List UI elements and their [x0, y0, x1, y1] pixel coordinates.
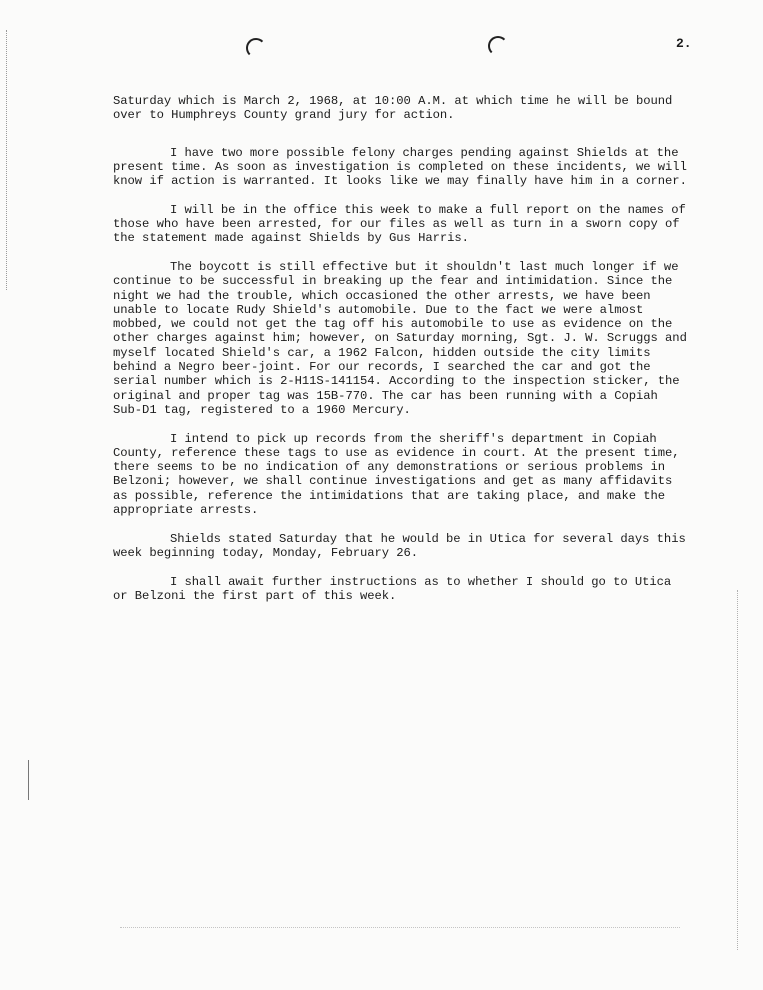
page-number: 2.	[676, 36, 692, 51]
paragraph: Saturday which is March 2, 1968, at 10:00 A.M. at which time he will be bound over to Humphreys County grand jury for action.	[113, 94, 673, 123]
right-margin-mark	[737, 590, 739, 950]
letter-body	[113, 94, 688, 617]
paragraph: Shields stated Saturday that he would be in Utica for several days this week beginning today, Monday, February 26.	[113, 531, 686, 560]
left-margin-mark	[6, 30, 8, 290]
paragraph: I will be in the office this week to make a full report on the names of those who have been arrested, for our files as well as turn in a sworn copy of the statement made against Shields by Gus Harris.	[113, 202, 686, 246]
scan-noise	[120, 927, 680, 932]
paragraph: I shall await further instructions as to whether I should go to Utica or Belzoni the first part of this week.	[113, 574, 672, 603]
paragraph: The boycott is still effective but it shouldn't last much longer if we continue to be successful in breaking up the fear and intimidation. Since the night we had the trouble, which occasioned the other arrests, we have been unable to locate Rudy Shield's automobile. Due to the fact we were almost mobbed, we could not get the tag off his automobile to use as evidence on the other charges against him; however, on Saturday morning, Sgt. J. W. Scruggs and myself located Shield's car, a 1962 Falcon, hidden outside the city limits behind a Negro beer-joint. For our records, I searched the car and got the serial number which is 2-H11S-141154. According to the inspection sticker, the original and proper tag was 15B-770. The car has been running with a Copiah Sub-D1 tag, registered to a 1960 Mercury.	[113, 259, 687, 417]
left-margin-mark-lower	[28, 760, 30, 800]
paragraph: I intend to pick up records from the sheriff's department in Copiah County, reference these tags to use as evidence in court. At the present time, there seems to be no indication of any demonstrations or serious problems in Belzoni; however, we shall continue investigations and get as many affidavits as possible, reference the intimidations that are taking place, and make the appropriate arrests.	[113, 431, 680, 518]
punch-hole-mark	[246, 38, 266, 58]
paragraph: I have two more possible felony charges pending against Shields at the present time. As soon as investigation is completed on these incidents, we will know if action is warranted. It looks like we may finally have him in a corner.	[113, 145, 687, 189]
punch-hole-mark	[488, 36, 508, 56]
